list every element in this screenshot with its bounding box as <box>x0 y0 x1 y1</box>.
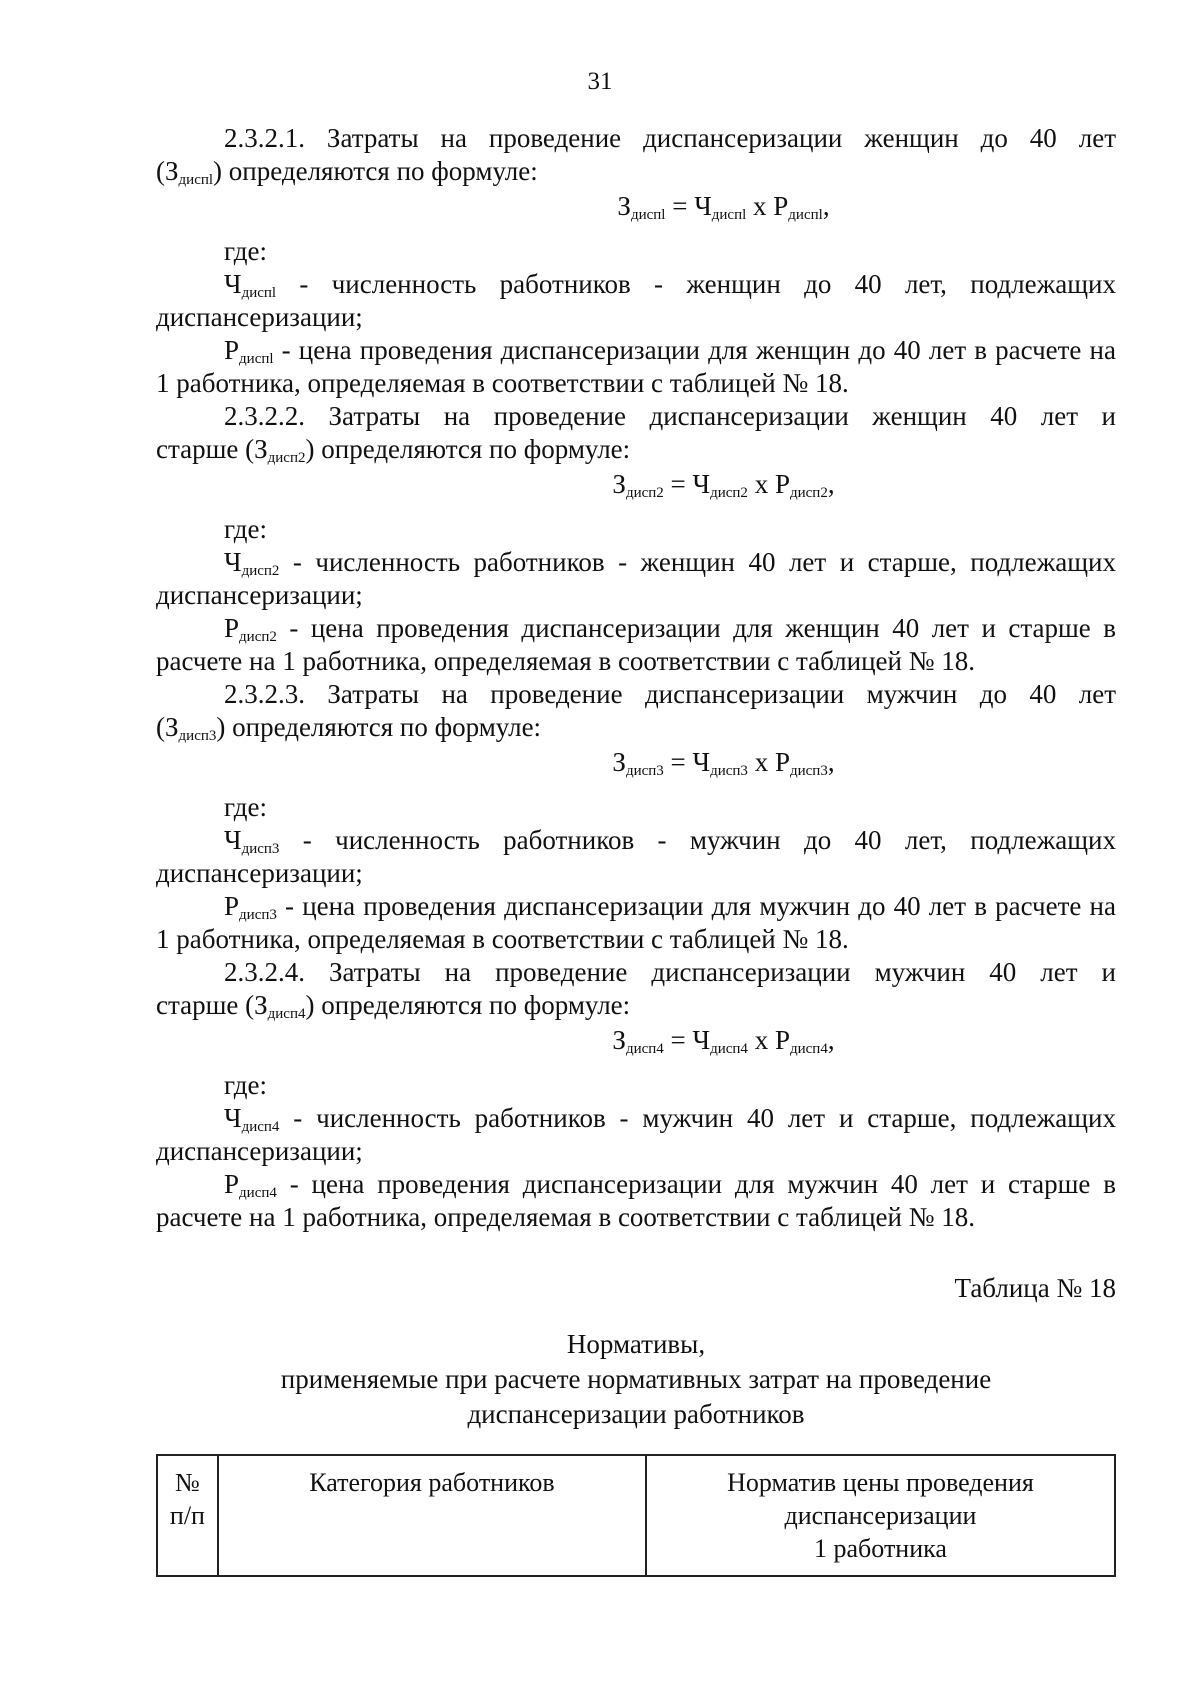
formula-ch-sub: дисп2 <box>710 485 748 501</box>
formula-eq: = Ч <box>663 469 711 499</box>
def-symbol: Р <box>224 613 240 643</box>
section-intro-line1: 2.3.2.2. Затраты на проведение диспансеризации женщин 40 лет и <box>224 401 1116 431</box>
formula-p-sub: диспl <box>788 207 823 223</box>
where-label: где: <box>224 792 267 822</box>
formula-eq: = Ч <box>663 1025 711 1055</box>
def-text: - численность работников - мужчин 40 лет и старше, подлежащих диспансеризации; <box>156 1103 1116 1166</box>
formula <box>156 746 1116 779</box>
def-text: - численность работников - женщин 40 лет и старше, подлежащих диспансеризации; <box>156 547 1116 610</box>
def-sub: дисп3 <box>239 907 277 923</box>
formula-z: З <box>612 1025 626 1055</box>
def-symbol: Р <box>224 1169 240 1199</box>
table-title-line2: применяемые при расчете нормативных затрат на проведение <box>280 1364 992 1394</box>
header-category <box>218 1455 646 1576</box>
section-2-3-2-1 <box>156 122 1116 400</box>
header-number-line1: № <box>175 1468 200 1497</box>
intro-post: ) определяются по формуле: <box>305 990 631 1020</box>
page-number: 31 <box>587 68 613 95</box>
table-header-row <box>157 1455 1115 1576</box>
formula-z-sub: дисп3 <box>625 763 664 779</box>
formula-end: , <box>827 747 835 777</box>
formula-p-sub: дисп3 <box>789 763 828 779</box>
formula-p-sub: дисп4 <box>789 1041 828 1057</box>
intro-sub: дисп2 <box>267 450 306 466</box>
intro-pre: (З <box>156 712 179 742</box>
intro-post: ) определяются по формуле: <box>305 434 631 464</box>
formula-z-sub: дисп2 <box>625 485 664 501</box>
section-intro-line1: 2.3.2.1. Затраты на проведение диспансеризации женщин до 40 лет <box>224 123 1116 153</box>
def-text: - цена проведения диспансеризации для женщин 40 лет и старше в расчете на 1 работника, определяемая в соответствии с таблицей № 18. <box>156 613 1116 676</box>
table-title <box>156 1327 1116 1432</box>
definition-p <box>156 334 1116 400</box>
formula-mid: х Р <box>747 469 790 499</box>
formula-ch-sub: дисп3 <box>710 763 748 779</box>
intro-sub: дисп3 <box>178 728 217 744</box>
def-symbol: Р <box>224 335 240 365</box>
where-label: где: <box>224 236 267 266</box>
intro-pre: старше (З <box>156 990 268 1020</box>
where-label: где: <box>224 1070 267 1100</box>
def-text: - цена проведения диспансеризации для мужчин до 40 лет в расчете на 1 работника, определяемая в соответствии с таблицей № 18. <box>156 891 1116 954</box>
definition-ch <box>156 824 1116 890</box>
def-sub: дисп2 <box>241 563 280 579</box>
def-sub: диспl <box>239 351 274 367</box>
definition-p <box>156 1168 1116 1234</box>
formula-z-sub: дисп4 <box>625 1041 664 1057</box>
def-sub: дисп4 <box>241 1119 280 1135</box>
formula-end: , <box>827 469 835 499</box>
document-body <box>156 122 1116 1577</box>
header-norm-line3: 1 работника <box>814 1534 947 1563</box>
def-text: - численность работников - женщин до 40 лет, подлежащих диспансеризации; <box>156 269 1116 332</box>
intro-pre: старше (З <box>156 434 268 464</box>
definition-p <box>156 890 1116 956</box>
header-number <box>157 1455 218 1576</box>
formula <box>156 1024 1116 1057</box>
def-symbol: Ч <box>224 269 242 299</box>
header-norm-line1: Норматив цены проведения <box>727 1468 1034 1497</box>
where-label: где: <box>224 514 267 544</box>
table-title-line3: диспансеризации работников <box>467 1399 805 1429</box>
section-intro-line1: 2.3.2.4. Затраты на проведение диспансеризации мужчин 40 лет и <box>224 957 1116 987</box>
formula-eq: = Ч <box>663 747 711 777</box>
def-sub: дисп4 <box>239 1185 277 1201</box>
formula-mid: х Р <box>747 1025 790 1055</box>
section-2-3-2-2 <box>156 400 1116 678</box>
def-symbol: Ч <box>224 1103 242 1133</box>
def-sub: дисп2 <box>239 629 277 645</box>
definition-ch <box>156 1102 1116 1168</box>
formula-mid: х Р <box>747 747 790 777</box>
formula-ch-sub: дисп4 <box>710 1041 748 1057</box>
header-norm-line2: диспансеризации <box>784 1501 977 1530</box>
formula-p-sub: дисп2 <box>789 485 828 501</box>
header-number-line2: п/п <box>169 1501 205 1530</box>
formula-ch-sub: диспl <box>711 207 747 223</box>
norms-table <box>156 1454 1116 1577</box>
section-intro-line1: 2.3.2.3. Затраты на проведение диспансеризации мужчин до 40 лет <box>224 679 1116 709</box>
def-symbol: Ч <box>224 825 242 855</box>
def-text: - численность работников - мужчин до 40 лет, подлежащих диспансеризации; <box>156 825 1116 888</box>
def-sub: диспl <box>241 285 277 301</box>
def-sub: дисп3 <box>241 841 280 857</box>
section-intro-line2 <box>156 989 1116 1022</box>
definition-ch <box>156 546 1116 612</box>
section-intro-line2 <box>156 433 1116 466</box>
def-symbol: Ч <box>224 547 242 577</box>
formula-z: З <box>617 191 631 221</box>
intro-post: ) определяются по формуле: <box>216 712 542 742</box>
section-intro-line2 <box>156 711 1116 744</box>
definition-p <box>156 612 1116 678</box>
formula-z-sub: диспl <box>630 207 666 223</box>
formula-mid: х Р <box>746 191 789 221</box>
formula-z: З <box>612 469 626 499</box>
section-intro-line2 <box>156 155 1116 188</box>
intro-sub: дисп4 <box>267 1006 306 1022</box>
def-text: - цена проведения диспансеризации для женщин до 40 лет в расчете на 1 работника, определяемая в соответствии с таблицей № 18. <box>156 335 1116 398</box>
definition-ch <box>156 268 1116 334</box>
intro-post: ) определяются по формуле: <box>213 156 538 186</box>
def-text: - цена проведения диспансеризации для мужчин 40 лет и старше в расчете на 1 работника, определяемая в соответствии с таблицей № 18. <box>156 1169 1116 1232</box>
formula <box>156 190 1116 223</box>
section-2-3-2-3 <box>156 678 1116 956</box>
table-title-line1: Нормативы, <box>566 1329 706 1359</box>
formula-eq: = Ч <box>665 191 712 221</box>
def-symbol: Р <box>224 891 240 921</box>
header-category-text: Категория работников <box>309 1468 555 1497</box>
header-norm <box>646 1455 1115 1576</box>
section-2-3-2-4 <box>156 956 1116 1234</box>
intro-sub: диспl <box>178 172 214 188</box>
table-label: Таблица № 18 <box>954 1273 1116 1303</box>
formula <box>156 468 1116 501</box>
intro-pre: (З <box>156 156 179 186</box>
formula-end: , <box>827 1025 835 1055</box>
formula-z: З <box>612 747 626 777</box>
formula-end: , <box>822 191 830 221</box>
